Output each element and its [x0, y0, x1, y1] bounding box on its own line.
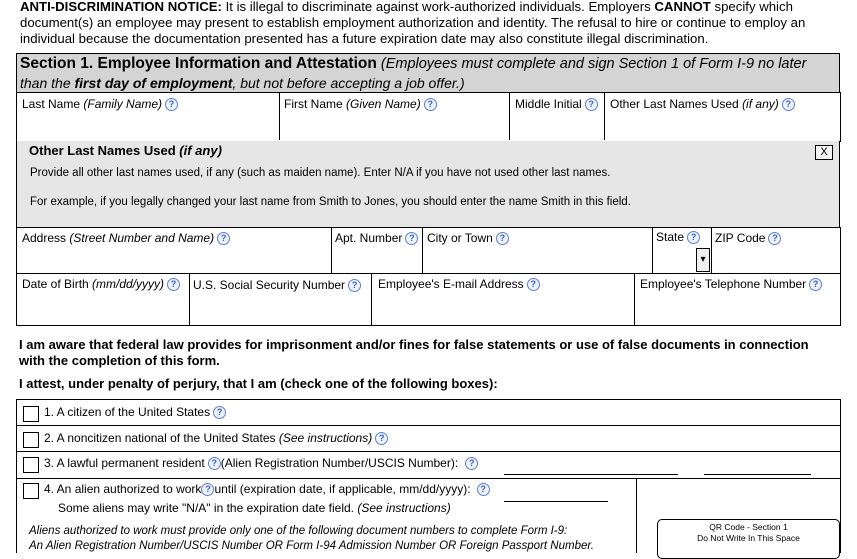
help-icon[interactable]: ? — [585, 98, 598, 111]
last-name-field[interactable]: Last Name (Family Name) ? — [22, 97, 178, 111]
middle-initial-field[interactable]: Middle Initial ? — [515, 97, 598, 111]
help-icon[interactable]: ? — [348, 279, 361, 292]
help-icon[interactable]: ? — [405, 232, 418, 245]
awareness-statement: I am aware that federal law provides for imprisonment and/or fines for false statements or use of false documents in connection with the completion of this form. — [19, 337, 809, 368]
help-icon[interactable]: ? — [768, 232, 781, 245]
help-icon[interactable]: ? — [424, 98, 437, 111]
help-icon[interactable]: ? — [165, 98, 178, 111]
other-last-names-tooltip: Other Last Names Used (if any) Provide all other last names used, if any (such as maiden name). Enter N/A if you have not used other last names. For example, if you legally changed your last name from Smith to Jones, you should enter the name Smith in this field. X — [16, 141, 840, 228]
email-field[interactable]: Employee's E-mail Address ? — [378, 277, 540, 291]
help-icon[interactable]: ? — [201, 483, 214, 496]
help-icon[interactable]: ? — [213, 406, 226, 419]
aliens-note-1: Aliens authorized to work must provide only one of the following document numbers to complete Form I-9: — [29, 525, 568, 537]
close-icon[interactable]: X — [815, 145, 833, 160]
first-name-field[interactable]: First Name (Given Name) ? — [284, 97, 437, 111]
state-label: State ? — [656, 230, 700, 244]
noncitizen-national-checkbox[interactable] — [23, 432, 39, 448]
option-permanent-resident: 3. A lawful permanent resident ? (Alien Registration Number/USCIS Number): ? — [44, 456, 478, 470]
help-icon[interactable]: ? — [496, 232, 509, 245]
help-icon[interactable]: ? — [809, 278, 822, 291]
citizen-checkbox[interactable] — [23, 406, 39, 422]
option-alien-authorized: 4. An alien authorized to work ? until (expiration date, if applicable, mm/dd/yyyy): ? — [44, 482, 490, 496]
help-icon[interactable]: ? — [687, 231, 700, 244]
help-icon[interactable]: ? — [167, 278, 180, 291]
ssn-field[interactable]: U.S. Social Security Number ? — [193, 278, 361, 292]
alien-authorized-checkbox[interactable] — [23, 483, 39, 499]
tooltip-title: Other Last Names Used (if any) — [29, 143, 222, 158]
attest-statement: I attest, under penalty of perjury, that I am (check one of the following boxes): — [19, 376, 498, 391]
alien-note: Some aliens may write "N/A" in the expiration date field. (See instructions) — [58, 501, 451, 515]
apt-number-field[interactable]: Apt. Number ? — [335, 231, 418, 245]
city-field[interactable]: City or Town ? — [427, 231, 509, 245]
qr-code-box: QR Code - Section 1 Do Not Write In This Space — [657, 519, 840, 559]
zip-code-field[interactable]: ZIP Code ? — [715, 231, 781, 245]
other-last-names-field[interactable]: Other Last Names Used (if any) ? — [610, 97, 795, 111]
help-icon[interactable]: ? — [375, 432, 388, 445]
state-dropdown[interactable]: ▾ — [696, 248, 710, 272]
section-1-header: Section 1. Employee Information and Attestation (Employees must complete and sign Section 1 of Form I-9 no later than the first day of employment, but not before accepting a job offer.) — [16, 53, 840, 93]
telephone-field[interactable]: Employee's Telephone Number ? — [640, 277, 822, 291]
help-icon[interactable]: ? — [465, 457, 478, 470]
aliens-note-2: An Alien Registration Number/USCIS Number OR Form I-94 Admission Number OR Foreign Passport Number. — [29, 540, 594, 552]
address-field[interactable]: Address (Street Number and Name) ? — [22, 231, 230, 245]
help-icon[interactable]: ? — [782, 98, 795, 111]
option-citizen: 1. A citizen of the United States ? — [44, 405, 226, 419]
help-icon[interactable]: ? — [208, 457, 221, 470]
help-icon[interactable]: ? — [477, 483, 490, 496]
help-icon[interactable]: ? — [527, 278, 540, 291]
notice-heading: ANTI-DISCRIMINATION NOTICE: — [20, 0, 222, 14]
date-of-birth-field[interactable]: Date of Birth (mm/dd/yyyy) ? — [22, 277, 180, 291]
help-icon[interactable]: ? — [217, 232, 230, 245]
anti-discrimination-notice: ANTI-DISCRIMINATION NOTICE: It is illegal to discriminate against work-authorized individuals. Employers CANNOT specify which document(s) an employee may present to establish employment authorization and identity. The refusal to hire or continue to employ an individual because the documentation presented has a future expiration date may also constitute illegal discrimination. — [20, 0, 806, 46]
option-noncitizen-national: 2. A noncitizen national of the United States (See instructions) ? — [44, 431, 388, 445]
section-title: Section 1. Employee Information and Attestation — [20, 55, 377, 72]
permanent-resident-checkbox[interactable] — [23, 457, 39, 473]
